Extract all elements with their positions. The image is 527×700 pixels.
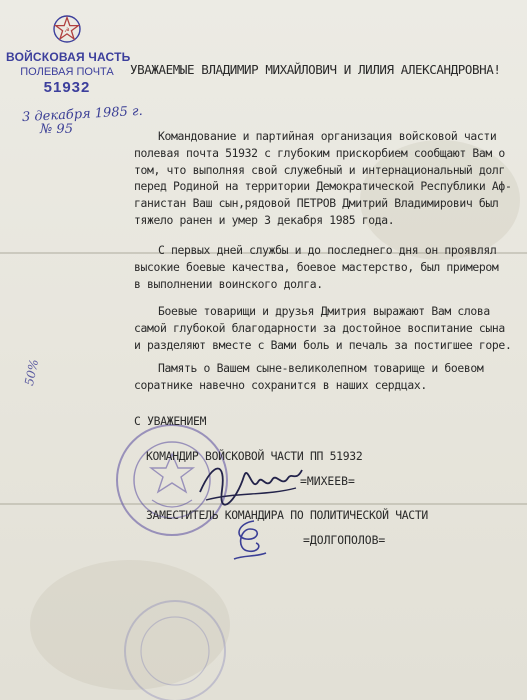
text-line: тяжело ранен и умер 3 декабря 1985 года.	[134, 212, 395, 227]
svg-text:☭: ☭	[64, 28, 70, 34]
faint-seal-impression	[120, 596, 230, 700]
commander-title: КОМАНДИР ВОЙСКОВОЙ ЧАСТИ ПП 51932	[146, 449, 363, 463]
deputy-signature	[228, 515, 270, 565]
deputy-title: ЗАМЕСТИТЕЛЬ КОМАНДИРА ПО ПОЛИТИЧЕСКОЙ ЧАСТИ	[146, 508, 428, 522]
text-line: высокие боевые качества, боевое мастерство, был примером	[134, 259, 499, 274]
commander-signature	[196, 452, 306, 512]
margin-note: 50%	[22, 357, 42, 387]
text-line: в выполнении воинского долга.	[134, 276, 323, 291]
stamp-unit-label: ВОЙСКОВАЯ ЧАСТЬ	[6, 50, 131, 64]
closing-phrase: С УВАЖЕНИЕМ	[134, 414, 207, 428]
text-line: С первых дней службы и до последнего дня он проявлял	[158, 243, 497, 257]
text-line: соратнике навечно сохранится в наших сердцах.	[134, 377, 427, 392]
paragraph-1	[134, 128, 512, 229]
text-line: Боевые товарищи и друзья Дмитрия выражают Вам слова	[158, 304, 490, 318]
text-line: ганистан Ваш сын,рядовой ПЕТРОВ Дмитрий Владимирович был	[134, 196, 499, 211]
handwritten-reg-number: № 95	[40, 122, 73, 137]
red-star-icon	[52, 14, 82, 44]
text-line: перед Родиной на территории Демократической Республики Аф-	[134, 179, 512, 194]
paragraph-2	[134, 242, 499, 292]
text-line: том, что выполняя свой служебный и интернациональный долг	[134, 162, 505, 177]
stamp-unit-number: 51932	[43, 79, 91, 96]
deputy-name: =ДОЛГОПОЛОВ=	[303, 533, 386, 547]
text-line: самой глубокой благодарности за достойное воспитание сына	[134, 320, 505, 335]
commander-name: =МИХЕЕВ=	[300, 474, 355, 488]
paragraph-3	[134, 303, 512, 353]
text-line: Командование и партийная организация войсковой части	[158, 129, 497, 143]
text-line: и разделяют вместе с Вами боль и печаль за постигшее горе.	[134, 337, 512, 352]
text-line: полевая почта 51932 с глубоким прискорбием сообщают Вам о	[134, 145, 505, 160]
stamp-post-label: ПОЛЕВАЯ ПОЧТА	[20, 66, 114, 78]
text-line: Память о Вашем сыне-великолепном товарище и боевом	[158, 361, 484, 375]
salutation: УВАЖАЕМЫЕ ВЛАДИМИР МИХАЙЛОВИЧ И ЛИЛИЯ АЛЕКСАНДРОВНА!	[130, 62, 501, 77]
handwritten-date: 3 декабря 1985 г.	[21, 103, 144, 126]
paragraph-4	[134, 360, 494, 394]
unit-stamp	[6, 14, 131, 96]
